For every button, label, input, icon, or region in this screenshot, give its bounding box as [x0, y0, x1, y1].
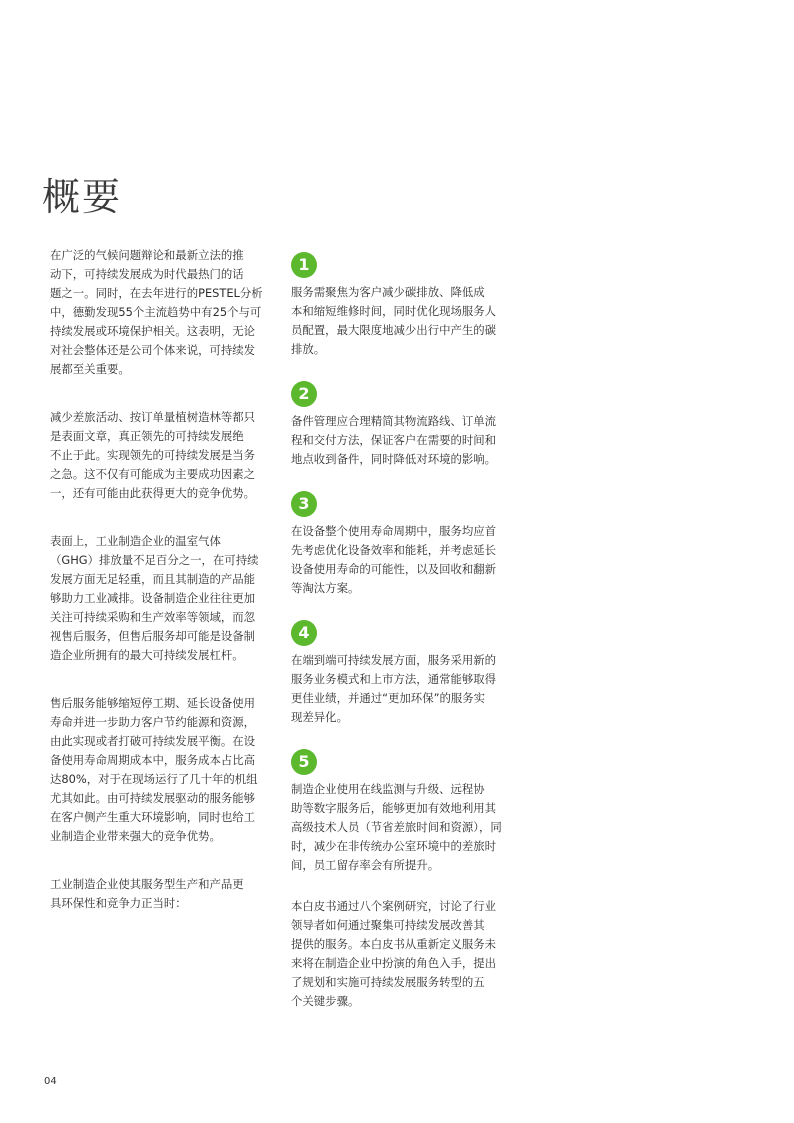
left-paragraph-1: 在广泛的气候问题辩论和最新立法的推 动下，可持续发展成为时代最热门的话 题之一。同时，在去年进行的PESTEL分析 中，德勤发现55个主流趋势中有25个与可 持续发展或环境保护相关。这表明，无论 对社会整体还是公司个体来说，可持续发 展都至关重要。 [50, 248, 263, 376]
numbered-item-5 [291, 749, 516, 875]
closing-paragraph: 本白皮书通过八个案例研究，讨论了行业 领导者如何通过聚集可持续发展改善其 提供的服务。本白皮书从重新定义服务未 来将在制造企业中扮演的角色入手，提出 了规划和实施可持续发展服务转型的五 个关键步骤。 [291, 899, 497, 1008]
left-column [50, 246, 275, 942]
numbered-item-2 [291, 381, 516, 469]
item-text-3: 在设备整个使用寿命周期中，服务均应首 先考虑优化设备效率和能耗，并考虑延长 设备使用寿命的可能性，以及回收和翻新 等淘汰方案。 [291, 524, 497, 595]
right-column [291, 252, 516, 1040]
number-badge-5: 5 [291, 749, 317, 775]
numbered-item-3 [291, 491, 516, 598]
left-paragraph-5: 工业制造企业使其服务型生产和产品更 具环保性和竞争力正当时： [50, 877, 244, 910]
left-paragraph-3: 表面上，工业制造企业的温室气体 （GHG）排放量不足百分之一，在可持续 发展方面无足轻重，而且其制造的产品能 够助力工业减排。设备制造企业往往更加 关注可持续采购和生产效率等领域，而忽 视售后服务，但售后服务却可能是设备制 造企业所拥有的最大可持续发展杠杆。 [50, 534, 259, 662]
left-paragraph-4: 售后服务能够缩短停工期、延长设备使用 寿命并进一步助力客户节约能源和资源， 由此实现或者打破可持续发展平衡。在设 备使用寿命周期成本中，服务成本占比高 达80%，对于在现场运行了几十年的机组 尤其如此。由可持续发展驱动的服务能够 在客户侧产生重大环境影响，同时也给工 业制造企业带来强大的竞争优势。 [50, 696, 258, 843]
number-badge-1: 1 [291, 252, 317, 278]
left-paragraph-2: 减少差旅活动、按订单量植树造林等都只 是表面文章，真正领先的可持续发展绝 不止于此。实现领先的可持续发展是当务 之急。这不仅有可能成为主要成功因素之 一，还有可能由此获得更大的竞争优势。 [50, 410, 256, 500]
numbered-item-1 [291, 252, 516, 359]
number-badge-2: 2 [291, 381, 317, 407]
item-text-2: 备件管理应合理精简其物流路线、订单流 程和交付方法，保证客户在需要的时间和 地点收到备件，同时降低对环境的影响。 [291, 414, 497, 466]
page-title: 概要 [42, 175, 123, 219]
item-text-5: 制造企业使用在线监测与升级、远程协 助等数字服务后，能够更加有效地利用其 高级技术人员（节省差旅时间和资源），同 时，减少在非传统办公室环境中的差旅时 间，员工留存率会有所提升。 [291, 782, 502, 872]
item-text-4: 在端到端可持续发展方面，服务采用新的 服务业务模式和上市方法，通常能够取得 更佳业绩，并通过“更加环保”的服务实 现差异化。 [291, 653, 497, 724]
page-number: 04 [44, 1076, 57, 1087]
number-badge-4: 4 [291, 620, 317, 646]
number-badge-3: 3 [291, 491, 317, 517]
item-text-1: 服务需聚焦为客户减少碳排放、降低成 本和缩短维修时间，同时优化现场服务人 员配置，最大限度地减少出行中产生的碳 排放。 [291, 285, 497, 356]
numbered-item-4 [291, 620, 516, 727]
